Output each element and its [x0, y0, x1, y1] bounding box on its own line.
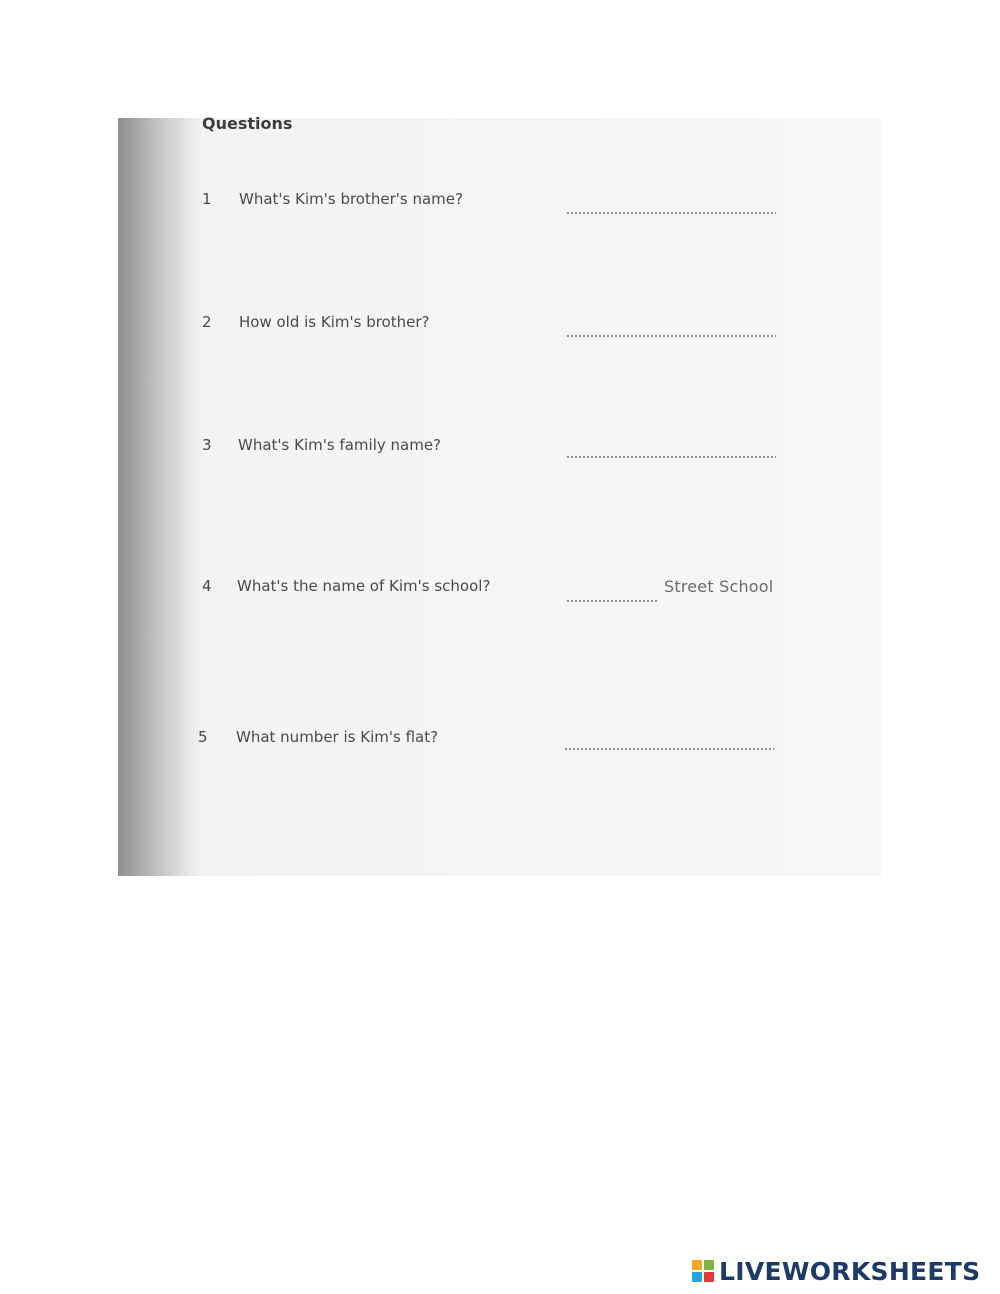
- question-5-number: 5: [198, 728, 208, 746]
- question-3-text: What's Kim's family name?: [238, 436, 442, 454]
- question-4-text: What's the name of Kim's school?: [237, 577, 491, 595]
- question-4-answer-line[interactable]: [566, 600, 658, 602]
- question-2-text: How old is Kim's brother?: [239, 313, 430, 331]
- question-1-text: What's Kim's brother's name?: [239, 190, 463, 208]
- logo-wordmark: LIVEWORKSHEETS: [719, 1256, 981, 1286]
- question-4-prefilled-answer: Street School: [664, 577, 774, 596]
- scanned-page: [118, 114, 882, 876]
- logo-mark-icon: [692, 1260, 714, 1282]
- logo-square-blue: [692, 1272, 702, 1282]
- question-1-answer-line[interactable]: [566, 212, 776, 214]
- question-2-number: 2: [202, 313, 212, 331]
- question-2-answer-line[interactable]: [566, 335, 776, 337]
- logo-square-green: [704, 1260, 714, 1270]
- question-3-answer-line[interactable]: [566, 456, 776, 458]
- question-5-text: What number is Kim's flat?: [236, 728, 439, 746]
- liveworksheets-logo[interactable]: [692, 1256, 980, 1286]
- questions-heading: Questions: [202, 114, 293, 133]
- question-1-number: 1: [202, 190, 212, 208]
- question-4-number: 4: [202, 577, 212, 595]
- question-3-number: 3: [202, 436, 212, 454]
- logo-square-orange: [692, 1260, 702, 1270]
- page-edge: [876, 118, 882, 876]
- question-5-answer-line[interactable]: [564, 748, 774, 750]
- logo-square-red: [704, 1272, 714, 1282]
